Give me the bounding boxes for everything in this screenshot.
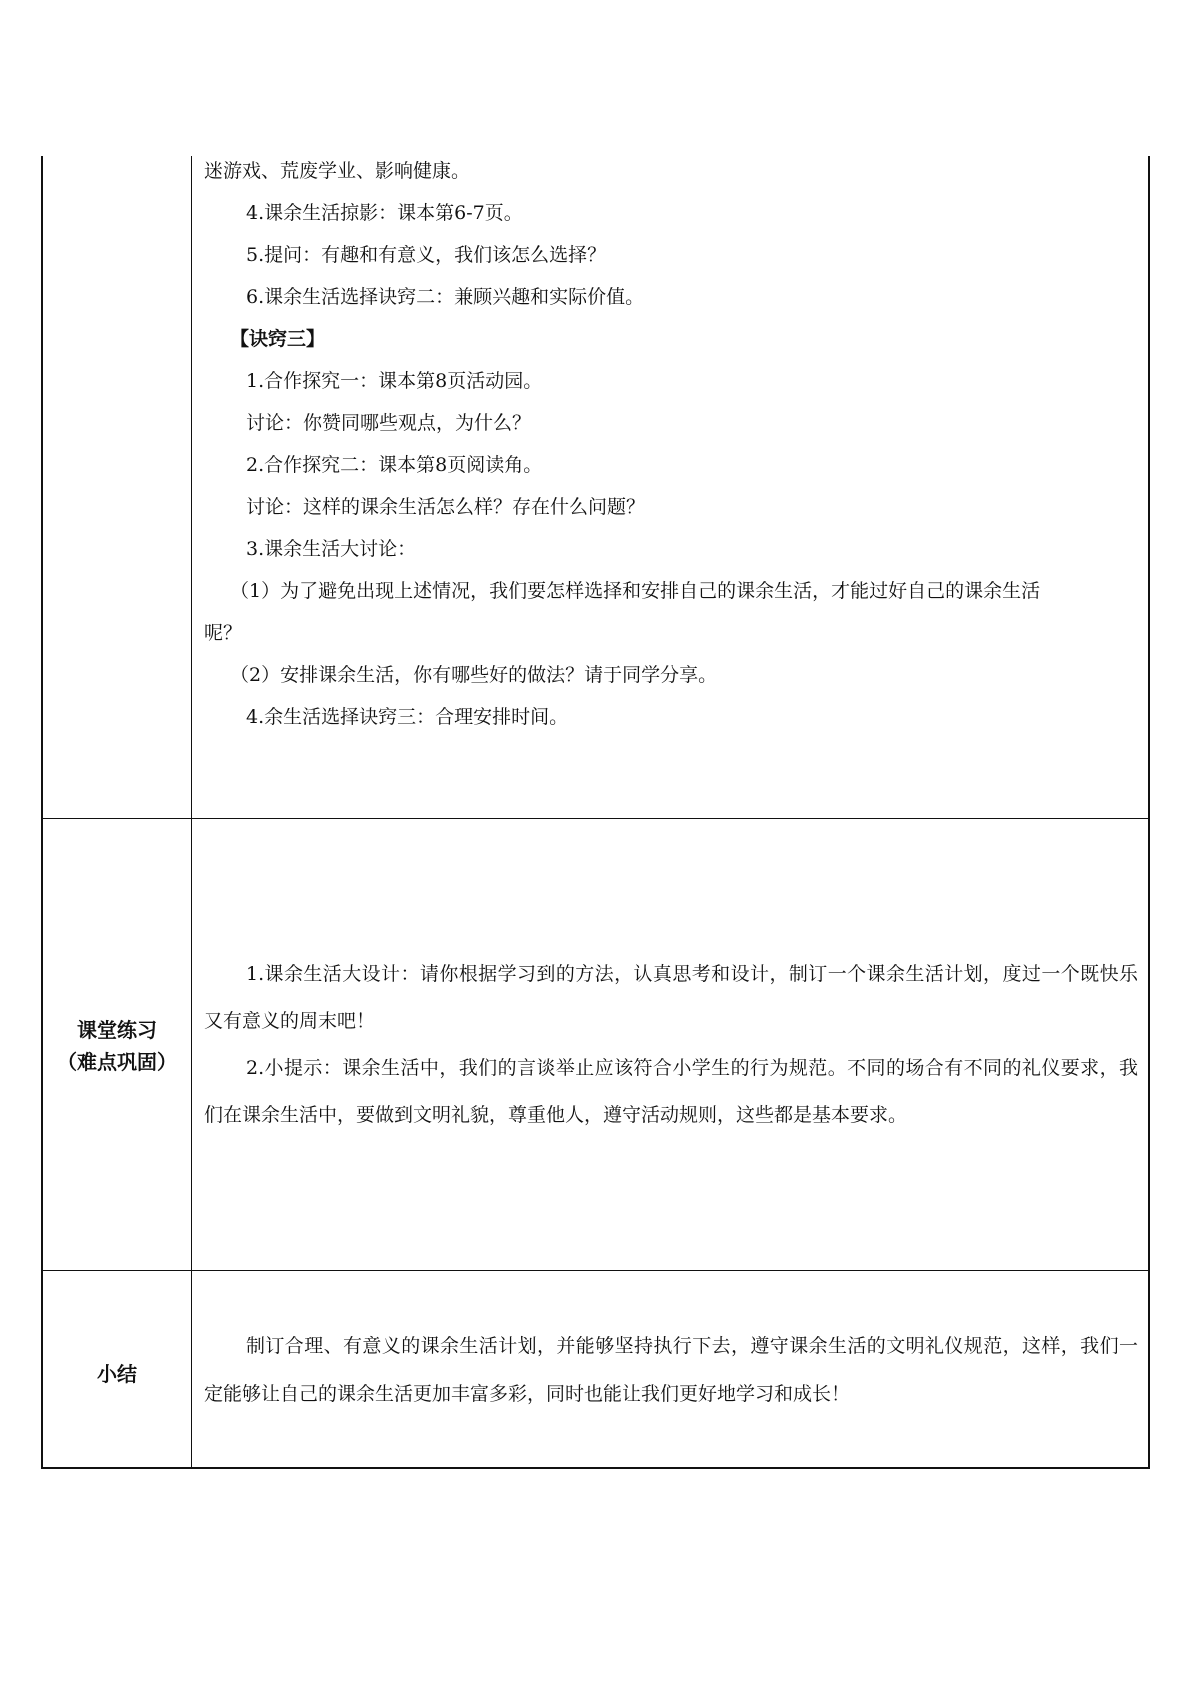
practice-content xyxy=(204,951,1138,1139)
practice-paragraph: 2.小提示：课余生活中，我们的言谈举止应该符合小学生的行为规范。不同的场合有不同的礼仪要求，我们在课余生活中，要做到文明礼貌，尊重他人，遵守活动规则，这些都是基本要求。 xyxy=(204,1057,1138,1126)
text-line: 6.课余生活选择诀窍二：兼顾兴趣和实际价值。 xyxy=(246,286,645,308)
text-line: 4.课余生活掠影：课本第6-7页。 xyxy=(246,202,523,224)
summary-paragraph: 制订合理、有意义的课余生活计划，并能够坚持执行下去，遵守课余生活的文明礼仪规范，这样，我们一定能够让自己的课余生活更加丰富多彩，同时也能让我们更好地学习和成长！ xyxy=(204,1335,1138,1405)
column-divider xyxy=(191,156,192,1468)
teaching-process-content xyxy=(204,150,1138,738)
text-line: 讨论：你赞同哪些观点，为什么？ xyxy=(246,412,532,434)
text-line: 讨论：这样的课余生活怎么样？存在什么问题？ xyxy=(246,496,646,518)
practice-label xyxy=(43,1014,191,1078)
text-line: 3.课余生活大讨论： xyxy=(246,538,417,560)
section-heading: 【诀窍三】 xyxy=(230,328,326,350)
text-line: 迷游戏、荒废学业、影响健康。 xyxy=(204,160,471,182)
practice-label-line: 课堂练习 xyxy=(77,1018,157,1042)
text-line: 呢？ xyxy=(204,622,243,644)
practice-label-line: （难点巩固） xyxy=(57,1050,177,1074)
text-line: （1）为了避免出现上述情况，我们要怎样选择和安排自己的课余生活，才能过好自己的课余生活 xyxy=(230,580,1041,602)
row-divider xyxy=(41,818,1150,819)
text-line: 4.余生活选择诀窍三：合理安排时间。 xyxy=(246,706,569,728)
row-divider xyxy=(41,1270,1150,1271)
practice-paragraph: 1.课余生活大设计：请你根据学习到的方法，认真思考和设计，制订一个课余生活计划，度过一个既快乐又有意义的周末吧！ xyxy=(204,963,1138,1032)
text-line: 2.合作探究二：课本第8页阅读角。 xyxy=(246,454,543,476)
summary-content xyxy=(204,1322,1138,1418)
text-line: （2）安排课余生活，你有哪些好的做法？请于同学分享。 xyxy=(230,664,718,686)
text-line: 5.提问：有趣和有意义，我们该怎么选择？ xyxy=(246,244,607,266)
text-line: 1.合作探究一：课本第8页活动园。 xyxy=(246,370,543,392)
summary-label: 小结 xyxy=(97,1362,137,1386)
